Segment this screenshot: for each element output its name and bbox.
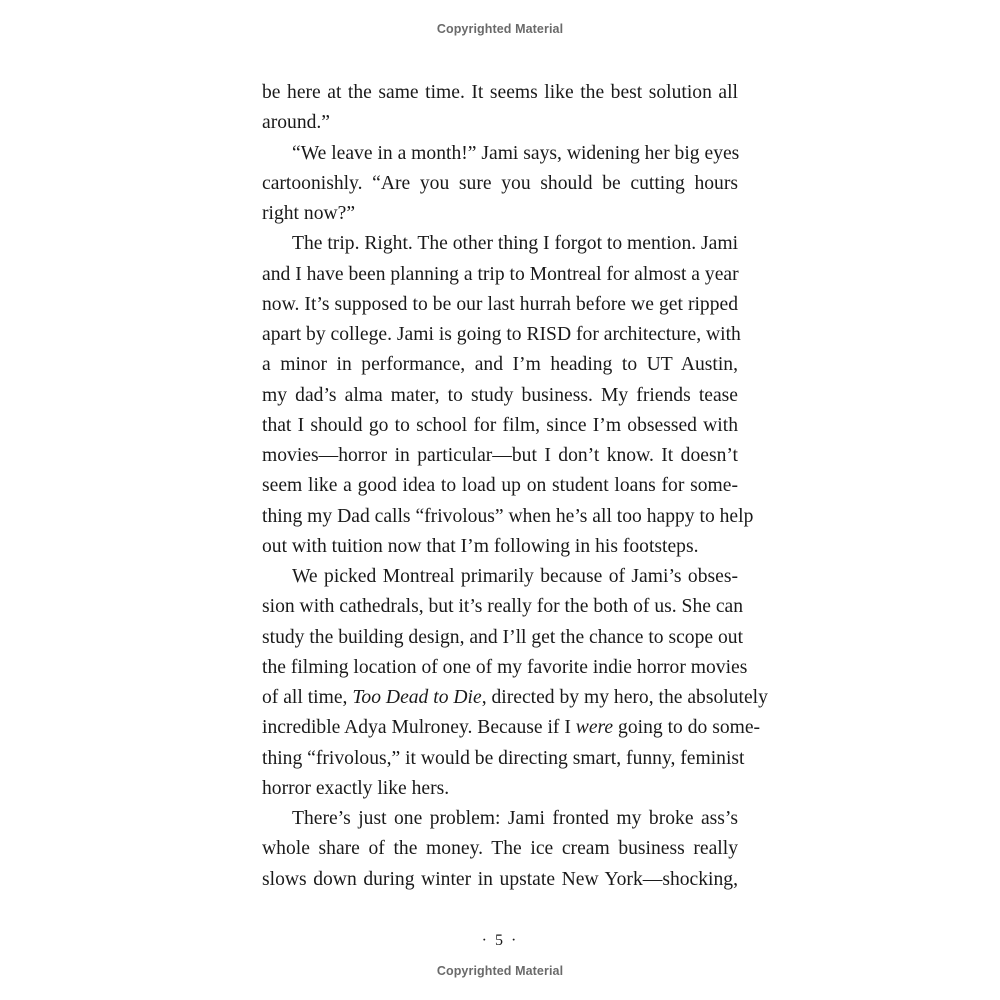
text-fragment: , directed by my hero, the absolutely bbox=[481, 687, 768, 708]
text-line: slows down during winter in upstate New York—shocking, bbox=[262, 868, 738, 890]
text-line: thing my Dad calls “frivolous” when he’s all too happy to help bbox=[262, 505, 754, 527]
italic-emphasis: were bbox=[575, 717, 614, 739]
text-line: my dad’s alma mater, to study business. My friends tease bbox=[262, 384, 738, 406]
text-fragment: going to do some- bbox=[613, 717, 761, 739]
text-line: be here at the same time. It seems like the best solution all bbox=[262, 82, 738, 103]
text-line: thing “frivolous,” it would be directing smart, funny, feminist bbox=[262, 747, 745, 769]
text-line: whole share of the money. The ice cream business really bbox=[262, 838, 738, 860]
text-line: cartoonishly. “Are you sure you should be cutting hours bbox=[262, 172, 738, 194]
text-line: that I should go to school for film, since I’m obsessed with bbox=[262, 414, 738, 436]
text-line: horror exactly like hers. bbox=[262, 777, 450, 799]
copyright-watermark-bottom: Copyrighted Material bbox=[436, 964, 564, 978]
text-line: now. It’s supposed to be our last hurrah before we get ripped bbox=[262, 293, 738, 315]
copyright-watermark-top: Copyrighted Material bbox=[436, 22, 564, 36]
text-line: right now?” bbox=[262, 203, 356, 224]
text-line: There’s just one problem: Jami fronted my broke ass’s bbox=[292, 808, 738, 829]
page-body-text bbox=[262, 78, 768, 895]
page-number: · 5 · bbox=[481, 932, 519, 949]
italic-movie-title: Too Dead to Die bbox=[352, 687, 482, 708]
text-line: study the building design, and I’ll get the chance to scope out bbox=[262, 626, 744, 648]
text-line: sion with cathedrals, but it’s really for the both of us. She can bbox=[262, 596, 744, 618]
text-line-with-italic-emphasis bbox=[262, 713, 761, 743]
text-line-with-italic-title bbox=[262, 683, 768, 713]
text-line: out with tuition now that I’m following in his footsteps. bbox=[262, 535, 699, 557]
text-fragment: of all time, bbox=[262, 687, 353, 708]
text-line: around.” bbox=[262, 112, 331, 134]
text-line: the filming location of one of my favorite indie horror movies bbox=[262, 656, 748, 678]
text-fragment: incredible Adya Mulroney. Because if I bbox=[262, 717, 576, 739]
text-line: seem like a good idea to load up on student loans for some- bbox=[262, 475, 738, 497]
text-line: We picked Montreal primarily because of Jami’s obses- bbox=[292, 566, 738, 587]
text-line: “We leave in a month!” Jami says, widening her big eyes bbox=[292, 142, 740, 164]
text-line: movies—horror in particular—but I don’t know. It doesn’t bbox=[262, 445, 738, 466]
text-line: a minor in performance, and I’m heading to UT Austin, bbox=[262, 354, 738, 376]
text-line: The trip. Right. The other thing I forgot to mention. Jami bbox=[292, 233, 739, 255]
text-line: apart by college. Jami is going to RISD for architecture, with bbox=[262, 324, 741, 345]
text-line: and I have been planning a trip to Montreal for almost a year bbox=[262, 263, 739, 285]
